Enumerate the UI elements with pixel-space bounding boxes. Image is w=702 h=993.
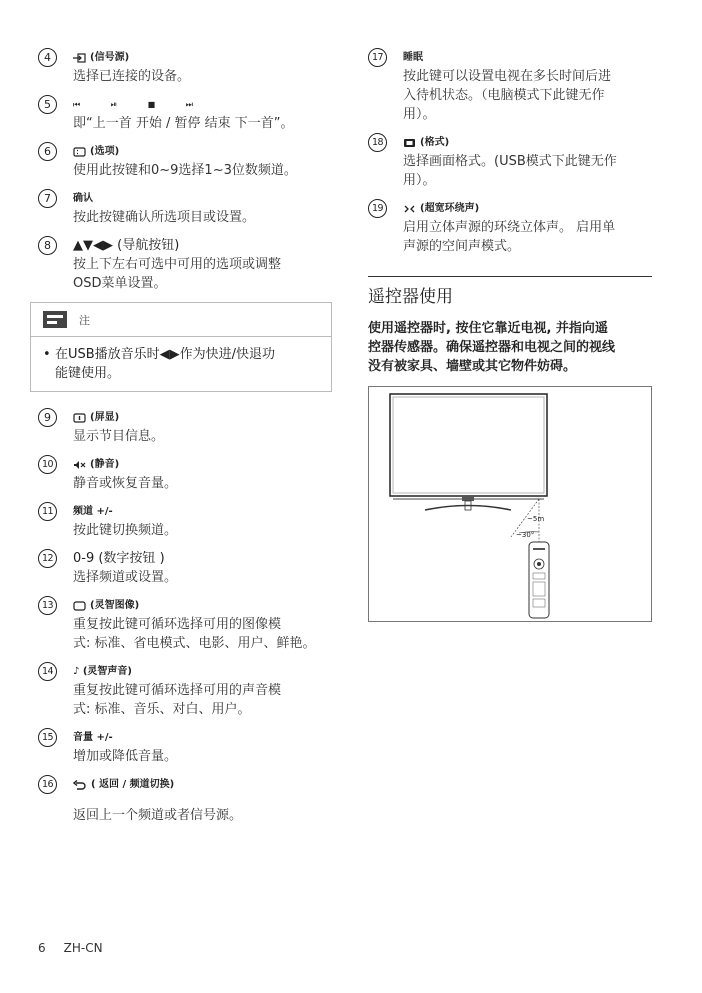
picture-icon	[73, 601, 86, 611]
tv-remote-illustration	[369, 387, 651, 621]
key-label-text: 频道 +/-	[73, 506, 113, 517]
item-number: 7	[38, 189, 57, 208]
item-number: 13	[38, 596, 57, 615]
key-description: 选择频道或设置。	[73, 570, 178, 585]
remote-usage-figure	[368, 386, 652, 622]
key-label	[403, 48, 656, 67]
item-number: 11	[38, 502, 57, 521]
item-number: 18	[368, 133, 387, 152]
key-item-15	[38, 728, 338, 766]
key-item-6	[38, 142, 338, 180]
key-description: 选择画面格式。(USB模式下此键无作	[403, 154, 617, 169]
key-item-14	[38, 662, 338, 719]
key-item-13	[38, 596, 338, 653]
key-label-text: (灵智图像)	[90, 600, 140, 611]
key-description: 声源的空间声模式。	[403, 239, 521, 254]
section-paragraph: 没有被家具、墙壁或其它物件妨碍。	[368, 359, 577, 374]
key-description: 即“上一首 开始 / 暂停 结束 下一首”。	[73, 116, 294, 131]
language-code: ZH-CN	[63, 941, 103, 955]
key-description: 入待机状态。（电脑模式下此键无作	[403, 88, 605, 103]
key-description: 显示节目信息。	[73, 429, 165, 444]
key-description: 式: 标准、省电模式、电影、用户、鲜艳。	[73, 636, 316, 651]
item-number: 8	[38, 236, 57, 255]
distance-label: ~5m	[527, 515, 545, 523]
key-label-text: 确认	[73, 193, 93, 204]
key-label	[73, 728, 338, 747]
key-label	[73, 662, 338, 681]
key-label	[73, 455, 338, 474]
key-description: 式: 标准、音乐、对白、用户。	[73, 702, 251, 717]
key-item-16	[38, 775, 338, 825]
note-header	[31, 303, 331, 337]
key-item-9	[38, 408, 338, 446]
left-column	[38, 48, 338, 834]
key-description: 启用立体声源的环绕立体声。 启用单	[403, 220, 616, 235]
mute-icon	[73, 460, 86, 470]
page-footer	[38, 941, 103, 955]
key-label	[403, 199, 656, 218]
key-label-text: (屏显)	[90, 412, 120, 423]
key-description: 使用此按键和0~9选择1~3位数频道。	[73, 163, 297, 178]
key-label	[73, 502, 338, 521]
item-number: 9	[38, 408, 57, 427]
key-item-4	[38, 48, 338, 86]
media-controls-icon: ⏮ ⏯ ■ ⏭	[73, 100, 207, 109]
key-label-text: ♪ (灵智声音)	[73, 666, 133, 677]
key-label-text: ▲▼◀▶ (导航按钮)	[73, 238, 180, 253]
key-label	[73, 48, 338, 67]
key-item-17	[368, 48, 656, 124]
section-paragraph: 控器传感器。确保遥控器和电视之间的视线	[368, 340, 616, 355]
note-body	[31, 337, 331, 391]
key-item-18	[368, 133, 656, 190]
key-item-5	[38, 95, 338, 133]
key-label-text: 音量 +/-	[73, 732, 113, 743]
key-label	[73, 189, 338, 208]
key-label-text: (静音)	[90, 459, 120, 470]
key-description: 重复按此键可循环选择可用的声音模	[73, 683, 282, 698]
key-description: 增加或降低音量。	[73, 749, 178, 764]
section-paragraph: 使用遥控器时, 按住它靠近电视, 并指向遥	[368, 321, 608, 336]
key-description: 按上下左右可选中可用的选项或调整	[73, 257, 282, 272]
item-number: 5	[38, 95, 57, 114]
note-title: 注	[79, 313, 90, 327]
key-description: 用）。	[403, 173, 436, 188]
key-label-text: (超宽环绕声)	[420, 203, 480, 214]
key-description	[73, 794, 338, 806]
key-item-19	[368, 199, 656, 256]
key-label-text: 睡眠	[403, 52, 423, 63]
key-label-text: (格式)	[420, 137, 450, 148]
back-icon	[73, 780, 87, 790]
item-number: 10	[38, 455, 57, 474]
key-label	[73, 142, 338, 161]
info-icon	[73, 413, 86, 423]
item-number: 4	[38, 48, 57, 67]
item-number: 16	[38, 775, 57, 794]
key-label	[73, 236, 338, 255]
key-item-10	[38, 455, 338, 493]
key-label	[73, 408, 338, 427]
key-description: 重复按此键可循环选择可用的图像模	[73, 617, 282, 632]
item-number: 12	[38, 549, 57, 568]
page-number: 6	[38, 941, 46, 955]
key-item-11	[38, 502, 338, 540]
key-label-text: 0-9 (数字按钮 )	[73, 551, 165, 566]
key-item-12	[38, 549, 338, 587]
key-description: 选择已连接的设备。	[73, 69, 191, 84]
item-number: 19	[368, 199, 387, 218]
right-column	[368, 48, 656, 622]
key-description: 按此按键确认所选项目或设置。	[73, 210, 256, 225]
note-box	[30, 302, 332, 392]
key-label	[403, 133, 656, 152]
item-number: 17	[368, 48, 387, 67]
format-icon	[403, 138, 416, 148]
key-description: 返回上一个频道或者信号源。	[73, 808, 243, 823]
key-label	[73, 549, 338, 568]
options-icon	[73, 147, 86, 157]
note-text: 能键使用。	[55, 366, 121, 381]
note-text: 在USB播放音乐时◀▶作为快进/快退功	[55, 347, 276, 362]
surround-icon	[403, 204, 416, 214]
key-label	[73, 95, 338, 114]
item-number: 15	[38, 728, 57, 747]
key-label	[73, 596, 338, 615]
source-icon	[73, 53, 86, 63]
key-item-7	[38, 189, 338, 227]
item-number: 6	[38, 142, 57, 161]
key-description: 用）。	[403, 107, 436, 122]
key-item-8	[38, 236, 338, 293]
key-label-text: (选项)	[90, 146, 120, 157]
tv-screen-icon	[390, 394, 547, 496]
key-label-text: (信号源)	[90, 52, 130, 63]
bullet-icon: •	[43, 347, 51, 362]
angle-label: ~30°	[516, 531, 535, 539]
section-divider	[368, 276, 652, 277]
key-description: 按此键切换频道。	[73, 523, 178, 538]
key-label-text: ( 返回 / 频道切换)	[91, 779, 175, 790]
section-title: 遥控器使用	[368, 287, 453, 307]
key-description: 静音或恢复音量。	[73, 476, 178, 491]
note-icon	[43, 311, 67, 328]
key-description: 按此键可以设置电视在多长时间后进	[403, 69, 612, 84]
key-label	[73, 775, 338, 794]
remote-control-icon	[529, 542, 549, 618]
item-number: 14	[38, 662, 57, 681]
key-description: OSD菜单设置。	[73, 276, 167, 291]
